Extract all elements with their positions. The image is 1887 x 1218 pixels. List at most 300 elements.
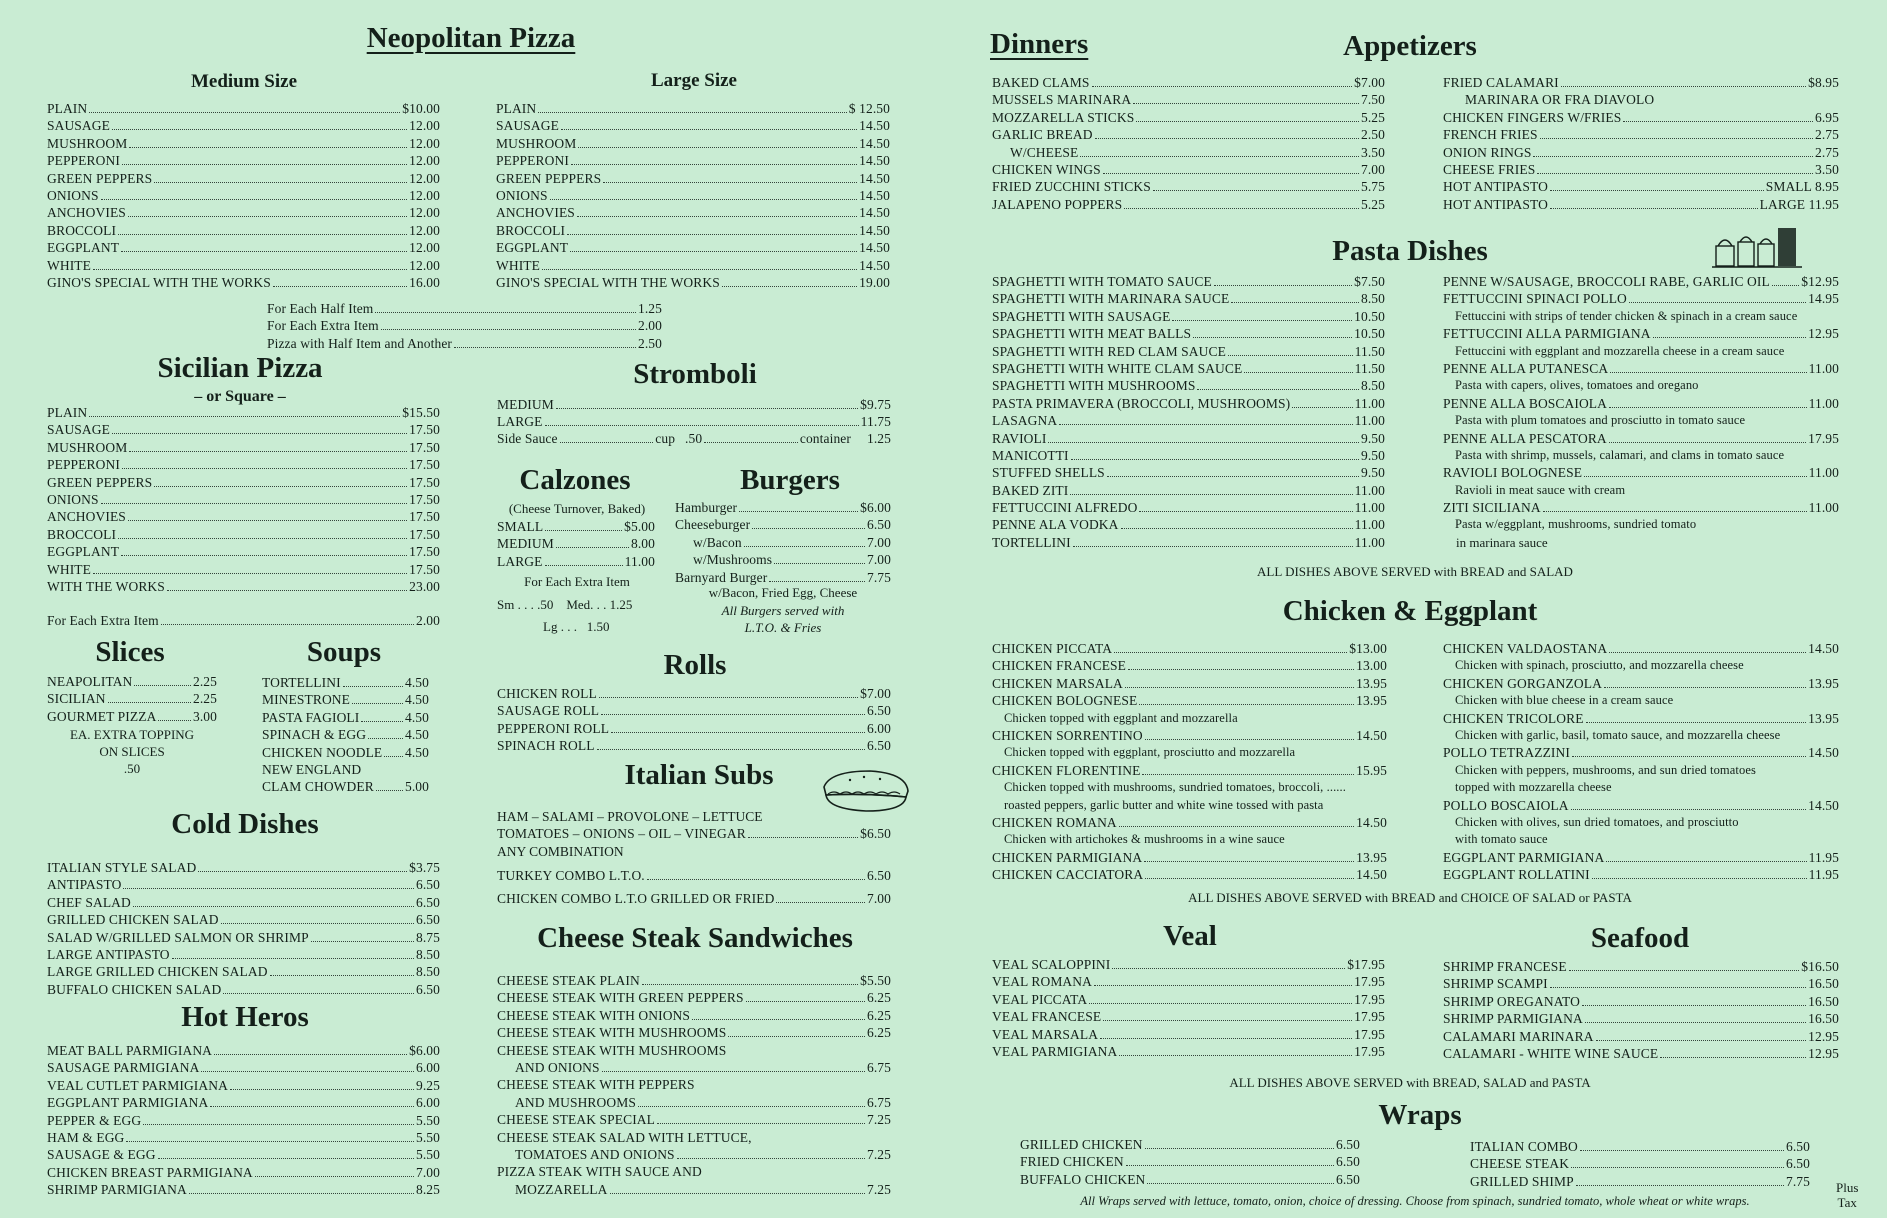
dot-leader <box>134 685 191 686</box>
item-name: HOT ANTIPASTO <box>1443 196 1548 212</box>
dot-leader <box>567 234 857 235</box>
menu-item <box>992 499 1385 516</box>
item-name: PLAIN <box>47 405 88 420</box>
dot-leader <box>1609 407 1807 408</box>
menu-item <box>992 161 1385 178</box>
dot-leader <box>1144 861 1354 862</box>
item-name: PEPPER & EGG <box>47 1112 142 1128</box>
item-price: 6.75 <box>866 1094 891 1110</box>
item-name: VEAL CUTLET PARMIGIANA <box>47 1077 228 1093</box>
item-price: 14.50 <box>1808 641 1839 656</box>
menu-item <box>47 1059 440 1076</box>
item-price: 7.75 <box>1785 1173 1810 1189</box>
menu-item <box>47 1042 440 1059</box>
menu-item <box>992 360 1385 377</box>
item-name: SAUSAGE <box>496 118 559 134</box>
menu-item <box>497 1007 891 1024</box>
dot-leader <box>129 451 407 452</box>
item-name: VEAL MARSALA <box>992 1026 1099 1042</box>
item-price: 11.00 <box>624 553 655 569</box>
item-name: TORTELLINI <box>992 534 1071 550</box>
item-name: SPAGHETTI WITH MUSHROOMS <box>992 378 1196 394</box>
item-name: FRIED ZUCCHINI STICKS <box>992 179 1151 195</box>
item-name: CHICKEN FLORENTINE <box>992 762 1141 778</box>
appetizers-left-list <box>992 74 1385 213</box>
menu-item <box>992 412 1385 429</box>
dot-leader <box>1193 337 1352 338</box>
item-price: 4.50 <box>404 692 429 708</box>
item-price: 6.50 <box>866 703 891 719</box>
item-name: SAUSAGE <box>47 118 110 134</box>
soups-chowder <box>262 761 429 796</box>
item-price: 6.50 <box>1785 1139 1810 1154</box>
stromboli-side-sauce <box>497 430 891 447</box>
dot-leader <box>112 129 407 130</box>
menu-item <box>47 1164 440 1181</box>
item-name: VEAL SCALOPPINI <box>992 957 1111 972</box>
subs-line-1: HAM – SALAMI – PROVOLONE – LETTUCE <box>497 809 763 824</box>
item-price: 11.95 <box>1808 867 1839 883</box>
dot-leader <box>343 686 403 687</box>
item-price: 15.95 <box>1356 762 1387 778</box>
dot-leader <box>1124 208 1359 209</box>
item-name: MUSHROOM <box>496 135 577 151</box>
menu-item <box>497 535 655 552</box>
dot-leader <box>230 1089 414 1090</box>
menu-item <box>496 222 890 239</box>
container-price: 1.25 <box>866 431 892 446</box>
menu-item <box>1470 1155 1810 1172</box>
dot-leader <box>1126 1165 1334 1166</box>
sicilian-list <box>47 404 440 595</box>
item-price: 17.50 <box>409 526 440 542</box>
item-price: 14.50 <box>859 205 890 221</box>
item-name: TURKEY COMBO L.T.O. <box>497 868 645 884</box>
menu-item <box>47 1146 440 1163</box>
item-price: 11.00 <box>1354 395 1385 411</box>
menu-item <box>992 430 1385 447</box>
menu-item <box>262 709 429 726</box>
item-price: 14.50 <box>1808 797 1839 813</box>
item-price: 17.50 <box>409 491 440 507</box>
menu-item <box>992 1026 1385 1043</box>
menu-item <box>47 491 440 508</box>
calzones-list <box>497 518 655 570</box>
chicken-left-list <box>992 640 1387 883</box>
subs-list <box>497 867 891 907</box>
item-price: 8.00 <box>630 536 655 552</box>
dot-leader <box>133 906 414 907</box>
dot-leader <box>1244 372 1352 373</box>
menu-item <box>47 222 440 239</box>
menu-item <box>47 100 440 117</box>
item-name: MOZZARELLA STICKS <box>992 109 1135 125</box>
menu-item <box>992 814 1387 831</box>
menu-item <box>497 518 655 535</box>
item-name: ANCHOVIES <box>47 205 126 221</box>
item-description: Pasta with plum tomatoes and prosciutto in tomato sauce <box>1455 413 1746 428</box>
menu-item <box>1443 144 1839 161</box>
menu-item <box>47 274 440 291</box>
menu-item <box>497 1076 891 1093</box>
item-price: 17.95 <box>1808 430 1839 446</box>
item-price: 5.75 <box>1360 179 1385 195</box>
item-price: 8.50 <box>415 946 440 962</box>
dot-leader <box>198 871 407 872</box>
dot-leader <box>1172 320 1352 321</box>
dot-leader <box>172 958 414 959</box>
item-price: 9.50 <box>1360 447 1385 463</box>
item-description: Chicken topped with mushrooms, sundried tomatoes, broccoli, ...... <box>1004 780 1346 795</box>
dot-leader <box>1584 476 1807 477</box>
item-name: VEAL PICCATA <box>992 991 1088 1007</box>
menu-item <box>1443 1028 1839 1045</box>
item-price: 4.50 <box>404 709 429 725</box>
item-price: 13.95 <box>1356 675 1387 691</box>
item-price: LARGE 11.95 <box>1759 196 1839 212</box>
item-name: CHEESE STEAK PLAIN <box>497 973 640 988</box>
menu-item <box>992 464 1385 481</box>
dot-leader <box>368 738 403 739</box>
item-price: 2.50 <box>637 335 662 351</box>
item-price: 17.95 <box>1354 974 1385 990</box>
item-price: 6.50 <box>866 738 891 754</box>
neo-medium-list <box>47 100 440 291</box>
soups-title: Soups <box>306 636 382 668</box>
dot-leader <box>1292 407 1352 408</box>
item-price: 6.50 <box>415 912 440 928</box>
item-price: 6.50 <box>866 868 891 884</box>
item-name: MEAT BALL PARMIGIANA <box>47 1043 213 1058</box>
item-name: EGGPLANT PARMIGIANA <box>47 1095 209 1111</box>
dot-leader <box>1561 86 1806 87</box>
menu-item <box>1443 744 1839 761</box>
calzones-subtitle: (Cheese Turnover, Baked) <box>508 501 646 516</box>
menu-item <box>1443 464 1839 481</box>
item-name: AND ONIONS <box>515 1059 600 1075</box>
dot-leader <box>1543 511 1807 512</box>
menu-item <box>1443 325 1839 342</box>
item-description: Chicken with artichokes & mushrooms in a wine sauce <box>1004 832 1285 847</box>
item-price: 9.25 <box>415 1077 440 1093</box>
dot-leader <box>1609 652 1806 653</box>
menu-item <box>992 447 1385 464</box>
dot-leader <box>657 1123 865 1124</box>
item-name: GREEN PEPPERS <box>47 474 153 490</box>
item-name: LASAGNA <box>992 413 1058 429</box>
item-price: 7.25 <box>866 1112 891 1128</box>
item-price: 8.75 <box>415 929 440 945</box>
item-name: LARGE ANTIPASTO <box>47 946 170 962</box>
item-name: PEPPERONI ROLL <box>497 720 610 736</box>
item-description: roasted peppers, garlic butter and white wine tossed with pasta <box>1004 797 1324 812</box>
menu-item <box>675 499 891 516</box>
item-price: 6.50 <box>866 517 891 533</box>
menu-item <box>1443 430 1839 447</box>
dot-leader <box>89 416 400 417</box>
item-price: 10.50 <box>1354 326 1385 342</box>
item-name: CHICKEN VALDAOSTANA <box>1443 641 1608 656</box>
item-price: 12.95 <box>1808 326 1839 342</box>
dot-leader <box>121 555 407 556</box>
menu-item <box>262 744 429 761</box>
item-name: PASTA FAGIOLI <box>262 709 360 725</box>
item-description: with tomato sauce <box>1455 832 1548 847</box>
item-name: CHICKEN WINGS <box>992 161 1101 177</box>
menu-item <box>47 911 440 928</box>
dot-leader <box>1153 190 1359 191</box>
dot-leader <box>1571 1167 1784 1168</box>
item-price: 11.00 <box>1354 534 1385 550</box>
veal-title: Veal <box>1163 920 1217 952</box>
item-name: NEAPOLITAN <box>47 674 133 689</box>
item-name: MANICOTTI <box>992 447 1069 463</box>
dot-leader <box>538 112 847 113</box>
dot-leader <box>221 923 414 924</box>
menu-item <box>47 135 440 152</box>
item-name: ONIONS <box>47 491 99 507</box>
item-price: 14.50 <box>859 118 890 134</box>
dot-leader <box>1112 968 1345 969</box>
dot-leader <box>189 1193 414 1194</box>
dot-leader <box>128 216 407 217</box>
dot-leader <box>1653 337 1807 338</box>
item-name: CHICKEN BREAST PARMIGIANA <box>47 1164 253 1180</box>
dot-leader <box>1214 285 1352 286</box>
item-price: 16.50 <box>1808 976 1839 992</box>
menu-item <box>992 1043 1385 1060</box>
menu-item <box>497 396 891 413</box>
dot-leader <box>1585 1022 1806 1023</box>
item-name: ZITI SICILIANA <box>1443 500 1541 516</box>
menu-item <box>1443 849 1839 866</box>
plus-tax <box>1836 1180 1858 1210</box>
menu-item <box>1443 499 1839 516</box>
item-price: 11.00 <box>1354 500 1385 516</box>
item-name: CHICKEN ROMANA <box>992 814 1117 830</box>
dot-leader <box>545 425 859 426</box>
menu-item <box>992 534 1385 551</box>
dot-leader <box>121 251 407 252</box>
item-name: TORTELLINI <box>262 675 341 690</box>
item-price: 2.75 <box>1814 127 1839 143</box>
item-description: MARINARA OR FRA DIAVOLO <box>1465 92 1655 108</box>
item-name: CHEESE FRIES <box>1443 161 1536 177</box>
menu-item <box>1443 1010 1839 1027</box>
item-price: 8.25 <box>415 1182 440 1198</box>
item-price: $5.00 <box>624 519 655 534</box>
item-name: Pizza with Half Item and Another <box>267 335 453 351</box>
item-price: $5.50 <box>860 973 891 988</box>
item-price: 6.50 <box>1335 1137 1360 1152</box>
menu-item <box>1443 640 1839 657</box>
item-name: AND MUSHROOMS <box>515 1094 636 1110</box>
item-name: EGGPLANT <box>47 240 120 256</box>
menu-item <box>497 413 891 430</box>
item-name: STUFFED SHELLS <box>992 465 1105 481</box>
menu-item <box>1443 161 1839 178</box>
dot-leader <box>692 1019 865 1020</box>
item-name: PEPPERONI <box>47 457 120 473</box>
menu-item <box>1443 958 1839 975</box>
item-name: BROCCOLI <box>47 222 117 238</box>
menu-item <box>497 1146 891 1163</box>
dot-leader <box>1231 302 1359 303</box>
chowder-price: 5.00 <box>404 779 429 795</box>
item-price: 6.50 <box>1785 1156 1810 1172</box>
item-name: LARGE GRILLED CHICKEN SALAD <box>47 964 268 980</box>
item-name: GINO'S SPECIAL WITH THE WORKS <box>496 274 720 290</box>
item-name: VEAL ROMANA <box>992 974 1092 990</box>
item-name: ONION RINGS <box>1443 144 1532 160</box>
item-name: WHITE <box>47 257 91 273</box>
item-price: 14.50 <box>1356 867 1387 883</box>
slices-title: Slices <box>95 636 165 668</box>
item-description: topped with mozzarella cheese <box>1455 780 1612 795</box>
neopolitan-title: Neopolitan Pizza <box>366 22 576 54</box>
menu-item <box>675 534 891 551</box>
item-price: 7.00 <box>1360 161 1385 177</box>
pasta-footer: ALL DISHES ABOVE SERVED with BREAD and SALAD <box>1257 564 1573 579</box>
dot-leader <box>1145 739 1354 740</box>
dot-leader <box>1586 722 1807 723</box>
item-description: Chicken topped with eggplant and mozzarella <box>1004 710 1238 725</box>
menu-item <box>992 308 1385 325</box>
item-price: 2.25 <box>192 674 217 689</box>
item-name: GREEN PEPPERS <box>47 170 153 186</box>
dot-leader <box>123 888 414 889</box>
dot-leader <box>1540 138 1813 139</box>
dot-leader <box>611 732 865 733</box>
rolls-list <box>497 685 891 755</box>
item-price: 7.25 <box>866 1146 891 1162</box>
dot-leader <box>610 1193 865 1194</box>
item-price: 11.50 <box>1354 360 1385 376</box>
dot-leader <box>214 1054 407 1055</box>
dot-leader <box>1145 1148 1334 1149</box>
dot-leader <box>601 714 865 715</box>
menu-item <box>496 152 890 169</box>
item-name: LARGE <box>497 553 543 569</box>
menu-item <box>675 551 891 568</box>
menu-item <box>1443 1045 1839 1062</box>
menu-item <box>47 456 440 473</box>
dot-leader <box>1094 985 1352 986</box>
item-name: ANTIPASTO <box>47 877 122 893</box>
side-sauce-label: Side Sauce <box>497 431 558 446</box>
item-description: Pasta with capers, olives, tomatoes and oregano <box>1455 378 1699 393</box>
menu-item <box>497 702 891 719</box>
item-price: 23.00 <box>409 578 440 594</box>
item-name: BUFFALO CHICKEN <box>1020 1171 1146 1187</box>
item-name: FETTUCCINI ALFREDO <box>992 500 1138 516</box>
item-name: PLAIN <box>47 101 88 116</box>
burgers-note-2: L.T.O. & Fries <box>744 620 822 635</box>
item-price: 2.50 <box>1360 127 1385 143</box>
item-name: WITH THE WORKS <box>47 578 165 594</box>
dot-leader <box>1660 1057 1806 1058</box>
menu-item <box>1443 273 1839 290</box>
menu-item <box>47 170 440 187</box>
menu-item <box>992 74 1385 91</box>
item-name: EGGPLANT PARMIGIANA <box>1443 849 1605 865</box>
item-name: CHEESE STEAK WITH MUSHROOMS <box>497 1042 727 1058</box>
chicken-eggplant-title: Chicken & Eggplant <box>1282 595 1538 627</box>
dot-leader <box>255 1176 414 1177</box>
item-name: GRILLED CHICKEN SALAD <box>47 912 219 928</box>
dot-leader <box>118 234 407 235</box>
dot-leader <box>101 503 408 504</box>
item-name: BAKED ZITI <box>992 482 1069 498</box>
menu-item <box>1470 1138 1810 1155</box>
menu-item <box>496 135 890 152</box>
dot-leader <box>1048 442 1359 443</box>
menu-item <box>47 1129 440 1146</box>
menu-item <box>992 762 1387 779</box>
item-price: 6.50 <box>415 877 440 893</box>
item-name: GRILLED CHICKEN <box>1020 1137 1143 1152</box>
menu-item <box>1443 866 1839 883</box>
dot-leader <box>129 147 407 148</box>
menu-item <box>47 526 440 543</box>
item-price: 17.50 <box>409 457 440 473</box>
item-price: $7.00 <box>1354 75 1385 90</box>
dot-leader <box>1071 459 1359 460</box>
dot-leader <box>728 1036 865 1037</box>
seafood-footer: ALL DISHES ABOVE SERVED with BREAD, SALAD and PASTA <box>1229 1075 1591 1090</box>
item-name: CHEESE STEAK WITH MUSHROOMS <box>497 1025 727 1041</box>
menu-item <box>992 178 1385 195</box>
item-name: PIZZA STEAK WITH SAUCE AND <box>497 1164 702 1180</box>
menu-item <box>47 543 440 560</box>
dot-leader <box>1609 442 1806 443</box>
item-description: Chicken topped with eggplant, prosciutto and mozzarella <box>1004 745 1296 760</box>
item-price: 13.95 <box>1356 849 1387 865</box>
menu-item <box>267 300 662 317</box>
menu-item <box>47 673 217 690</box>
menu-item <box>992 866 1387 883</box>
menu-item <box>1020 1136 1360 1153</box>
menu-item <box>497 890 891 907</box>
menu-item <box>992 196 1385 213</box>
item-price: 5.50 <box>415 1147 440 1163</box>
dot-leader <box>1136 121 1359 122</box>
item-price: 5.50 <box>415 1112 440 1128</box>
menu-item <box>1443 74 1839 91</box>
item-price: 6.00 <box>866 720 891 736</box>
item-name: LARGE <box>497 414 543 430</box>
menu-item <box>1443 290 1839 307</box>
item-description: Chicken with blue cheese in a cream sauce <box>1455 693 1674 708</box>
dot-leader <box>1139 704 1354 705</box>
menu-item <box>497 1094 891 1111</box>
item-name: EGGPLANT <box>496 240 569 256</box>
dot-leader <box>1059 424 1352 425</box>
menu-item <box>497 1111 891 1128</box>
seafood-list <box>1443 958 1839 1062</box>
dot-leader <box>223 993 414 994</box>
item-name: SALAD W/GRILLED SALMON OR SHRIMP <box>47 929 309 945</box>
menu-item <box>496 204 890 221</box>
item-name: TOMATOES AND ONIONS <box>515 1146 675 1162</box>
item-price: 14.50 <box>1808 745 1839 761</box>
item-name: WHITE <box>47 561 91 577</box>
item-price: 11.75 <box>860 414 891 430</box>
cold-dishes-list <box>47 859 440 998</box>
menu-item <box>992 991 1385 1008</box>
item-price: 17.50 <box>409 439 440 455</box>
neo-large-list <box>496 100 890 291</box>
